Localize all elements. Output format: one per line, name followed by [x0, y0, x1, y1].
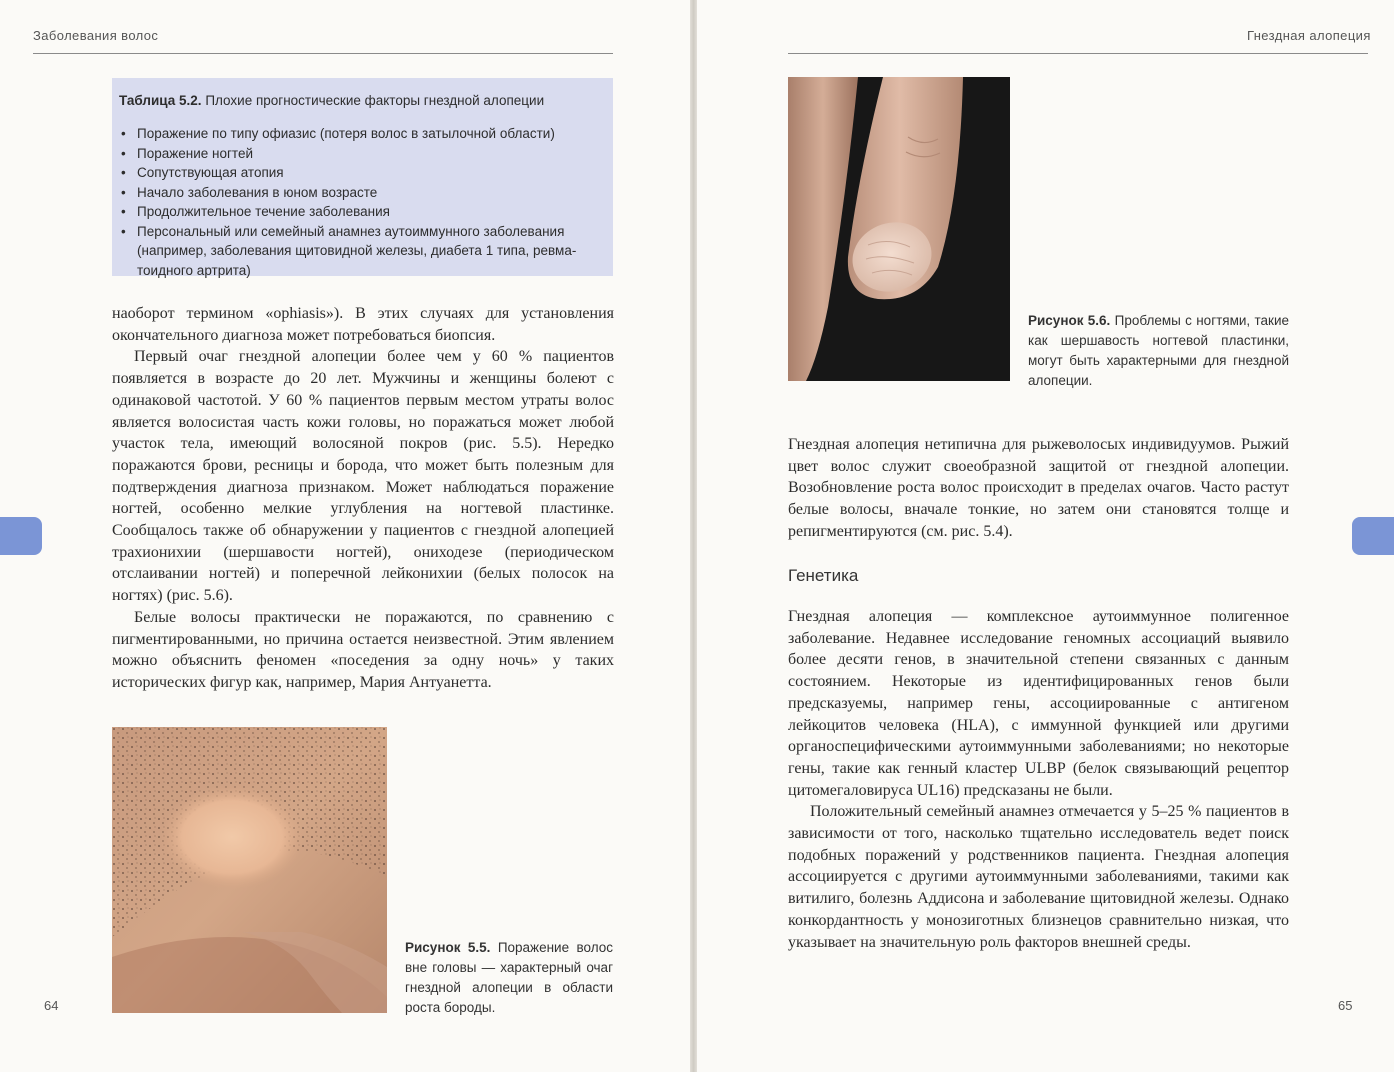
finger-nail-photo-image: [788, 77, 1010, 381]
table-list-item: • Начало заболевания в юном возрасте: [119, 183, 605, 203]
paragraph: Белые волосы практически не поражаются, по сравнению с пигментированными, но причина остается неизвестной. Этим явлением можно объяснить феномен «поседения за одну ночь» у таких исторических фигур как, например, Мария Антуанетта.: [112, 608, 614, 691]
thumb-index-tab-right: [1352, 517, 1394, 555]
right-body-text: [788, 606, 1289, 953]
header-rule-left: [33, 53, 613, 54]
figure-5-5-photo: [112, 727, 387, 1013]
page-number-right: 65: [1338, 998, 1353, 1013]
header-rule-right: [788, 53, 1368, 54]
section-heading-genetics: Генетика: [788, 566, 859, 585]
paragraph: Гнездная алопеция нетипична для рыжеволосых индивидуумов. Рыжий цвет волос служит своеобразной защитой от гнездной алопеции. Возобновление роста волос происходит в пределах очагов. Часто растут белые волосы, вначале тонкие, но затем они становятся толще и репигментируются (см. рис. 5.4).: [788, 436, 1289, 540]
table-title-text: Плохие прогностические факторы гнездной алопеции: [205, 93, 545, 108]
figure-5-5-caption: [405, 938, 613, 1018]
running-head-right: Гнездная алопеция: [1247, 28, 1371, 43]
figure-5-6-caption: [1028, 311, 1289, 391]
figure-label: Рисунок 5.6.: [1028, 313, 1111, 328]
figure-5-6-photo: [788, 77, 1010, 381]
book-gutter: [690, 0, 697, 1072]
table-list-item: • Сопутствующая атопия: [119, 163, 605, 183]
running-head-left: Заболевания волос: [33, 28, 159, 43]
table-list-item: • Поражение по типу офиазис (потеря волос в затылочной области): [119, 124, 605, 144]
paragraph: Гнездная алопеция — комплексное аутоиммунное полигенное заболевание. Недавнее исследование геномных ассоциаций выявило более десяти генов, в значительной степени связанных с данным состоянием. Некоторые из идентифицированных генов были предсказуемы, например гены, ассоциированные с антигеном лейкоцитов человека (HLA), с иммунной функцией или другими органоспецифическими аутоиммунными заболеваниями; но некоторые гены, такие как генный кластер ULBP (белок связывающий рецептор цитомегаловируса UL16) предсказаны не были.: [788, 608, 1289, 799]
figure-caption-text: Поражение волос вне головы — характерный очаг гнездной алопеции в области роста бороды.: [405, 940, 613, 1015]
figure-caption-text: Проблемы с ногтями, такие как шершавость ногтевой пластинки, могут быть характерными для гнездной алопеции.: [1028, 313, 1289, 388]
paragraph: Положительный семейный анамнез отмечается у 5–25 % пациентов в зависимости от того, насколько тщательно исследователь ведет поиск подобных поражений у родственников пациента. Гнездная алопеция ассоциируется с другими аутоиммунными заболеваниями, такими как витилиго, болезнь Аддисона и заболевание щитовидной железы. Однако конкордантность у монозиготных близнецов сравнительно низкая, что указывает на значительную роль факторов внешней среды.: [788, 803, 1289, 951]
paragraph: наоборот термином «ophiasis»). В этих случаях для установления окончательного диагноза может потребоваться биопсия.: [112, 305, 614, 344]
table-label: Таблица 5.2.: [119, 93, 202, 108]
table-list-item: • Персональный или семейный анамнез аутоиммунного заболевания (например, заболевания щитовидной железы, диабета 1 типа, ревма-тоидного артрита): [119, 222, 605, 281]
left-body-text: [112, 303, 614, 694]
right-page: [697, 0, 1394, 1072]
paragraph: Первый очаг гнездной алопеции более чем у 60 % пациентов появляется в возрасте до 20 лет. Мужчины и женщины болеют с одинаковой частотой. У 60 % пациентов первым местом утраты волос является волосистая часть кожи головы, но поражаться может любой участок тела, имеющий волосяной покров (рис. 5.5). Нередко поражаются брови, ресницы и борода, что может быть полезным для подтверждения диагноза признаком. Может наблюдаться поражение ногтей, особенно мелкие углубления на ногтевой пластинке. Сообщалось также об обнаружении у пациентов с гнездной алопецией трахионихии (шершавости ногтей), ониходезе (периодическом отслаивании ногтей) и поперечной лейконихии (белых полосок на ногтях) (рис. 5.6).: [112, 348, 614, 605]
table-list-item: • Поражение ногтей: [119, 144, 605, 164]
table-title: [119, 92, 605, 110]
figure-label: Рисунок 5.5.: [405, 940, 491, 955]
right-intro-text: [788, 434, 1289, 543]
thumb-index-tab-left: [0, 517, 42, 555]
left-page: [0, 0, 690, 1072]
table-5-2: [112, 78, 613, 276]
table-list-item: • Продолжительное течение заболевания: [119, 202, 605, 222]
beard-photo-image: [112, 727, 387, 1013]
table-list: [119, 124, 605, 280]
page-number-left: 64: [44, 998, 59, 1013]
